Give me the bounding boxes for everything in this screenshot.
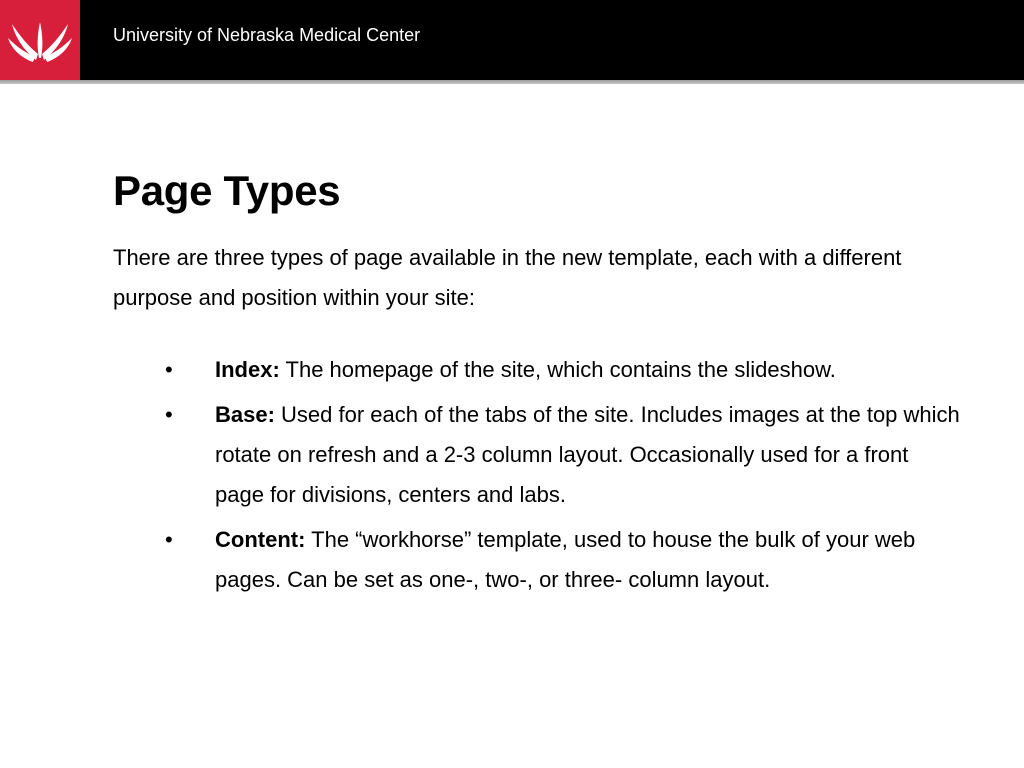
header-divider <box>0 80 1024 84</box>
item-description: The homepage of the site, which contains the slideshow. <box>285 357 836 382</box>
page-type-list <box>160 350 960 605</box>
intro-paragraph: There are three types of page available in the new template, each with a different purpose and position within your site: <box>113 245 902 310</box>
header-bar <box>0 0 1024 80</box>
slide-title: Page Types <box>113 167 341 214</box>
item-term: Index: <box>215 357 280 382</box>
item-term: Base: <box>215 402 275 427</box>
bullet-icon: • <box>165 527 173 552</box>
list-item-content <box>160 520 960 600</box>
unmc-logo-icon <box>0 0 80 80</box>
list-item-base <box>160 395 960 515</box>
bullet-icon: • <box>165 357 173 382</box>
item-description: Used for each of the tabs of the site. Includes images at the top which rotate on refresh and a 2-3 column layout. Occasionally used for a front page for divisions, centers and labs. <box>215 402 960 507</box>
item-term: Content: <box>215 527 306 552</box>
list-item-index <box>160 350 960 390</box>
item-description: The “workhorse” template, used to house the bulk of your web pages. Can be set as one-, two-, or three- column layout. <box>215 527 916 592</box>
organization-name: University of Nebraska Medical Center <box>113 25 421 45</box>
bullet-icon: • <box>165 402 173 427</box>
